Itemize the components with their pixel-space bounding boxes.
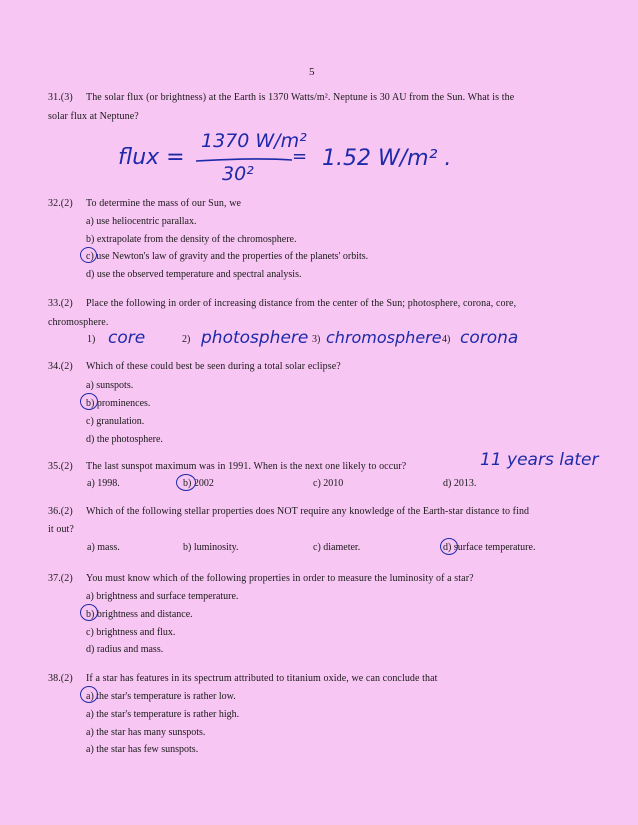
question-text: If a star has features in its spectrum attributed to titanium oxide, we can conclude that xyxy=(86,673,438,684)
option-d: d) the photosphere. xyxy=(86,434,163,445)
option-b: b) 2002 xyxy=(183,478,214,489)
question-36-line2: it out? xyxy=(48,524,74,535)
slot-2-label: 2) xyxy=(182,334,191,345)
question-33-line2: chromosphere. xyxy=(48,317,109,328)
option-a: a) mass. xyxy=(87,542,120,553)
option-b: b) extrapolate from the density of the chromosphere. xyxy=(86,234,297,245)
option-a: a) 1998. xyxy=(87,478,120,489)
question-text: The solar flux (or brightness) at the Earth is 1370 Watts/m². Neptune is 30 AU from the Sun. What is the xyxy=(86,92,515,103)
slot-4-label: 4) xyxy=(442,334,451,345)
option-c: c) brightness and flux. xyxy=(86,627,176,638)
question-text: You must know which of the following properties in order to measure the luminosity of a star? xyxy=(86,573,474,584)
option-a: a) brightness and surface temperature. xyxy=(86,591,239,602)
handwritten-note: 11 years later xyxy=(480,450,599,470)
question-number: 37.(2) xyxy=(48,573,73,584)
question-text: Place the following in order of increasing distance from the center of the Sun; photosphere, corona, core, xyxy=(86,298,517,309)
handwritten-answer-1: core xyxy=(108,328,146,348)
option-a: a) use heliocentric parallax. xyxy=(86,216,197,227)
handwritten-result: 1.52 W/m² . xyxy=(322,146,452,171)
question-number: 33.(2) xyxy=(48,298,73,309)
slot-3-label: 3) xyxy=(312,334,321,345)
option-b: b) prominences. xyxy=(86,398,151,409)
option-b: a) the star's temperature is rather high. xyxy=(86,709,240,720)
option-a: a) the star's temperature is rather low. xyxy=(86,691,236,702)
question-number: 35.(2) xyxy=(48,461,73,472)
handwritten-answer-2: photosphere xyxy=(201,328,309,348)
option-c: c) 2010 xyxy=(313,478,344,489)
option-c: c) diameter. xyxy=(313,542,361,553)
handwritten-equals: = xyxy=(292,146,308,167)
option-d: a) the star has few sunspots. xyxy=(86,744,199,755)
question-text: Which of these could best be seen during a total solar eclipse? xyxy=(86,361,341,372)
handwritten-flux-label: flux = xyxy=(118,145,185,170)
option-d: d) surface temperature. xyxy=(443,542,536,553)
option-b: b) brightness and distance. xyxy=(86,609,193,620)
fraction-bar xyxy=(196,159,292,161)
option-c: c) granulation. xyxy=(86,416,145,427)
page-number: 5 xyxy=(309,66,315,78)
slot-1-label: 1) xyxy=(87,334,96,345)
handwritten-answer-4: corona xyxy=(460,328,519,348)
question-number: 36.(2) xyxy=(48,506,73,517)
option-d: d) 2013. xyxy=(443,478,477,489)
question-number: 32.(2) xyxy=(48,198,73,209)
note-stroke xyxy=(481,463,584,468)
question-text: Which of the following stellar properties does NOT require any knowledge of the Earth-star distance to find xyxy=(86,506,530,517)
question-31-line2: solar flux at Neptune? xyxy=(48,111,139,122)
question-number: 34.(2) xyxy=(48,361,73,372)
option-a: a) sunspots. xyxy=(86,380,134,391)
option-c: a) the star has many sunspots. xyxy=(86,727,206,738)
option-b: b) luminosity. xyxy=(183,542,239,553)
option-c: c) use Newton's law of gravity and the properties of the planets' orbits. xyxy=(86,251,369,262)
question-number: 38.(2) xyxy=(48,673,73,684)
handwritten-answer-3: chromosphere xyxy=(326,328,442,347)
option-d: d) radius and mass. xyxy=(86,644,164,655)
handwritten-denominator: 30² xyxy=(222,163,254,185)
question-text: The last sunspot maximum was in 1991. When is the next one likely to occur? xyxy=(86,461,407,472)
question-text: To determine the mass of our Sun, we xyxy=(86,198,242,209)
handwritten-numerator: 1370 W/m² xyxy=(201,130,307,152)
question-number: 31.(3) xyxy=(48,92,73,103)
option-d: d) use the observed temperature and spectral analysis. xyxy=(86,269,302,280)
